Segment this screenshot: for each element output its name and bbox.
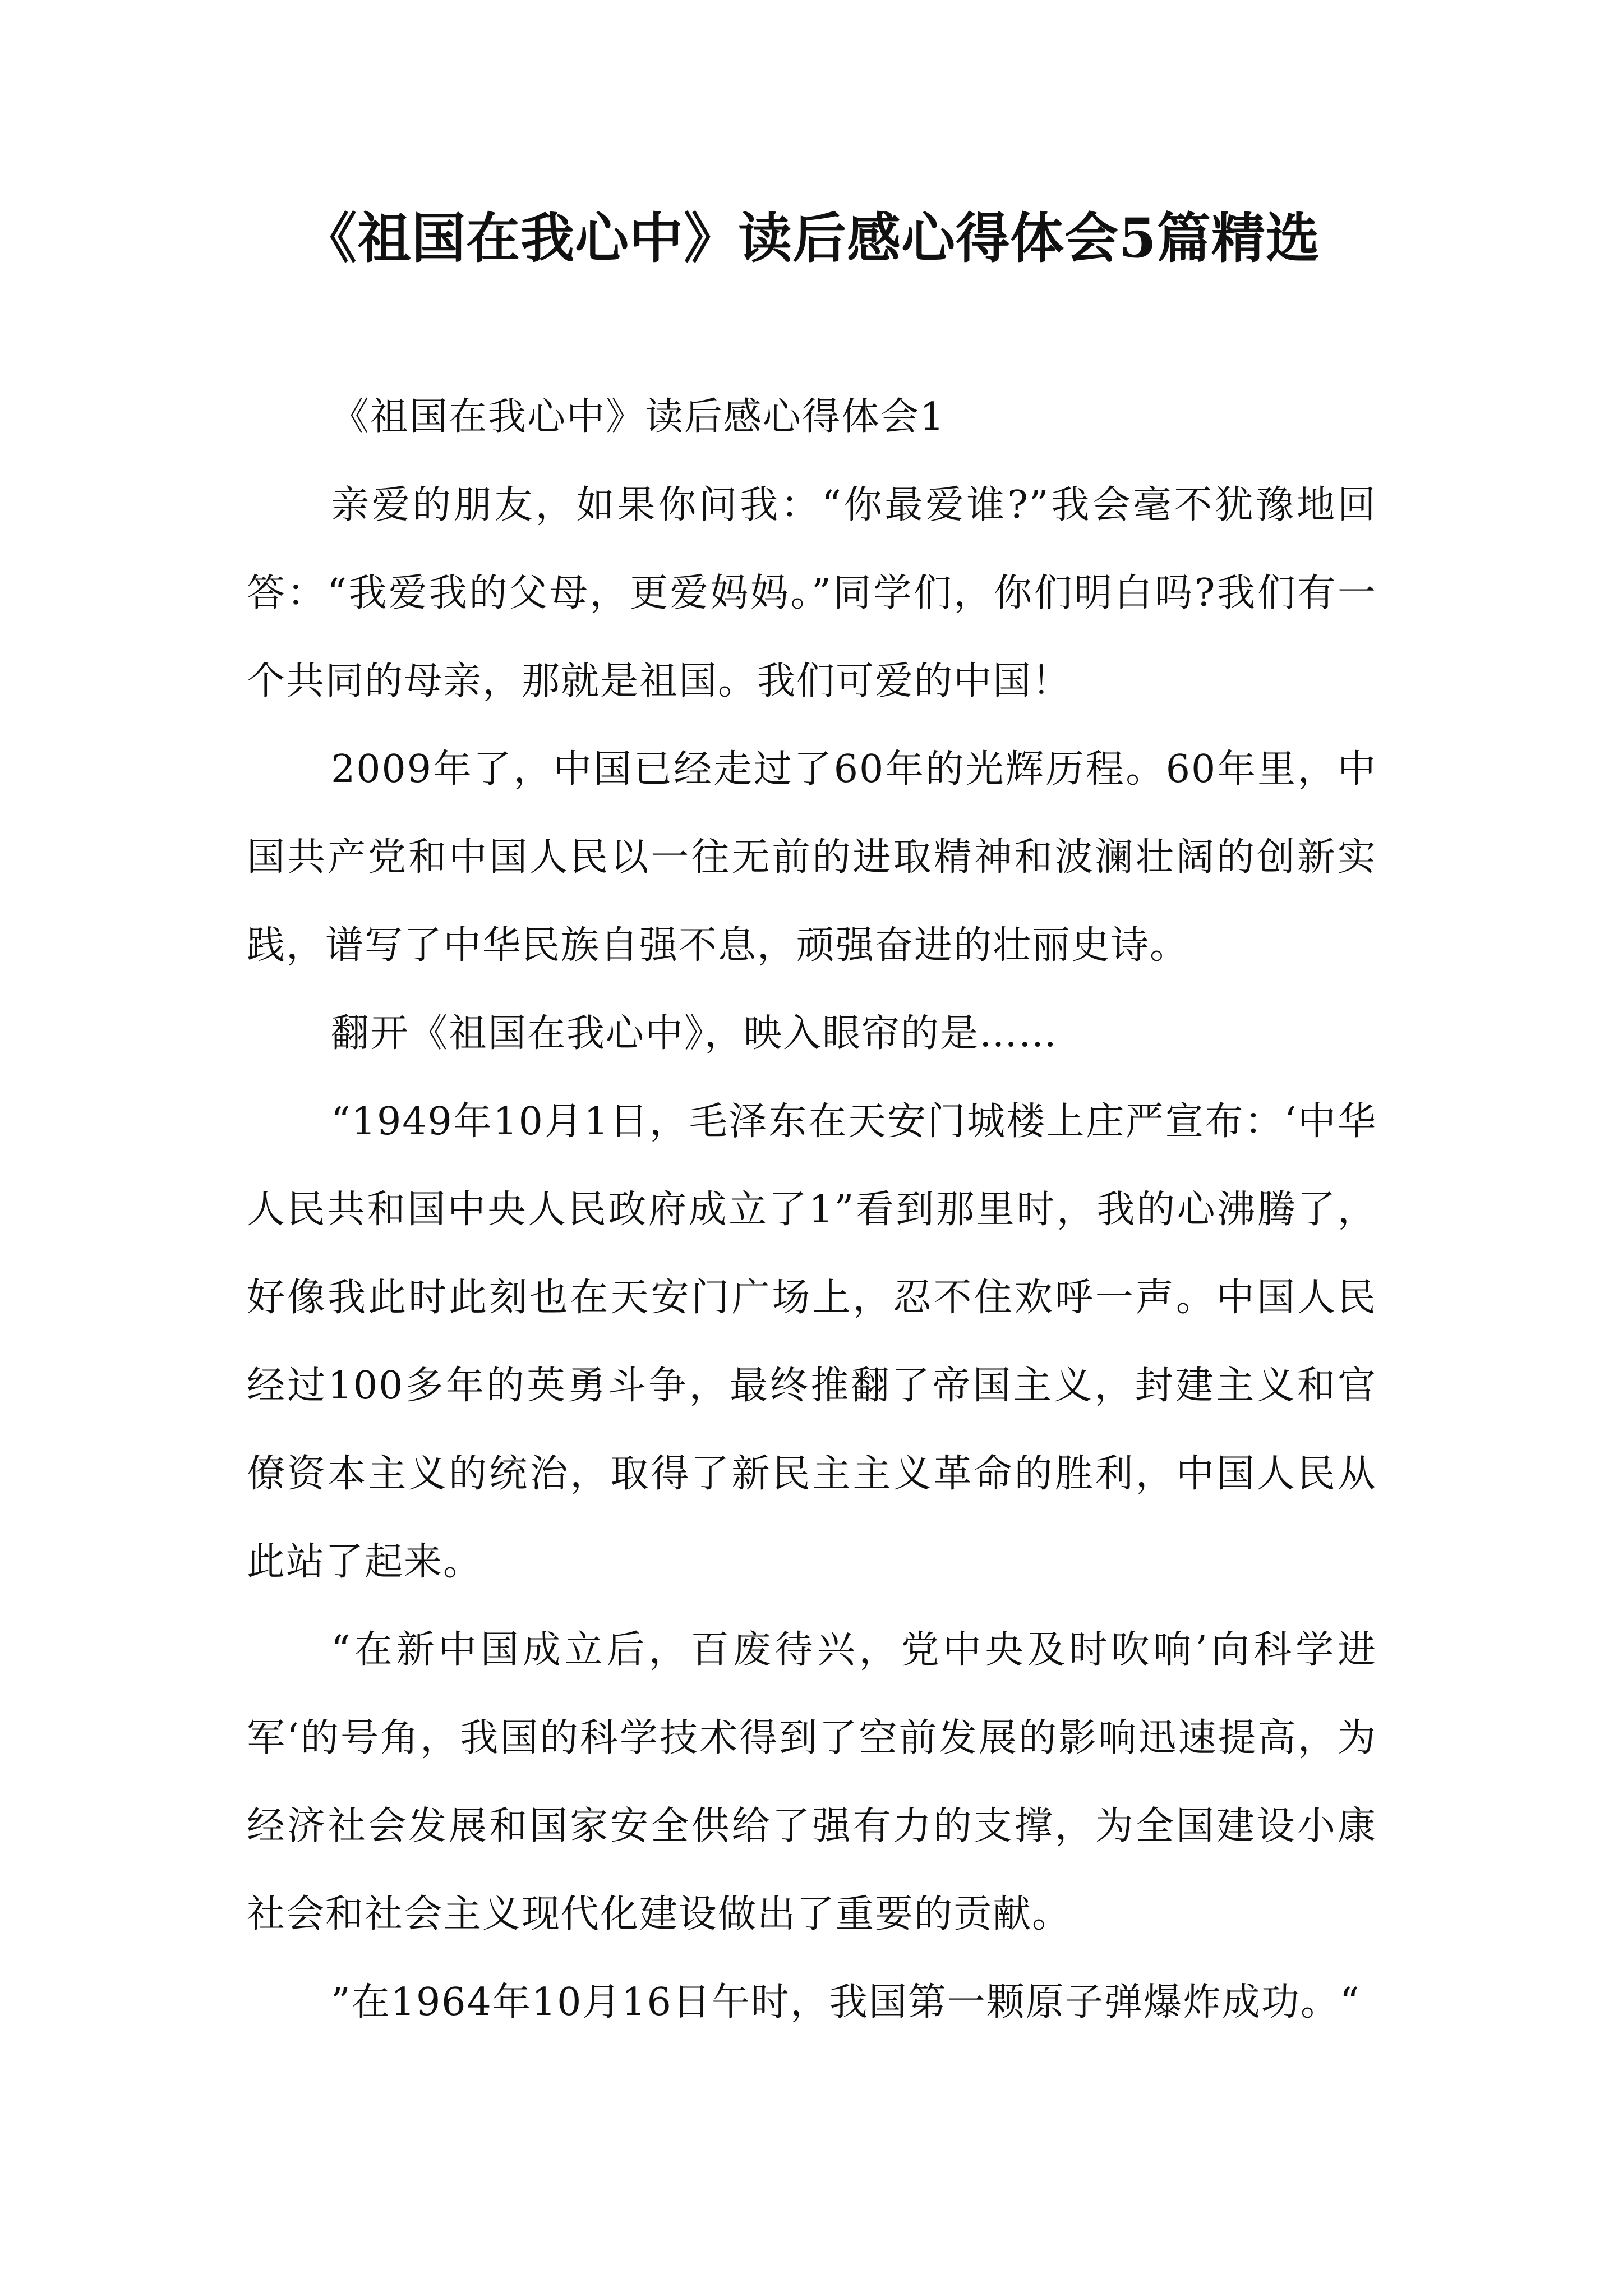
paragraph: 亲爱的朋友，如果你问我：“你最爱谁?”我会毫不犹豫地回答：“我爱我的父母，更爱妈妈。”同学们，你们明白吗?我们有一个共同的母亲，那就是祖国。我们可爱的中国！ xyxy=(247,483,1377,703)
document-body xyxy=(247,373,1377,2046)
paragraph: 翻开《祖国在我心中》，映入眼帘的是…… xyxy=(331,1011,1058,1056)
section-heading: 《祖国在我心中》读后感心得体会1 xyxy=(331,395,946,439)
paragraph: “在新中国成立后，百废待兴，党中央及时吹响’向科学进军‘的号角，我国的科学技术得到了空前发展的影响迅速提高，为经济社会发展和国家安全供给了强有力的支撑，为全国建设小康社会和社会主义现代化建设做出了重要的贡献。 xyxy=(247,1628,1377,1936)
paragraph: “1949年10月1日，毛泽东在天安门城楼上庄严宣布：‘中华人民共和国中央人民政府成立了1”看到那里时，我的心沸腾了，好像我此时此刻也在天安门广场上，忍不住欢呼一声。中国人民经过100多年的英勇斗争，最终推翻了帝国主义，封建主义和官僚资本主义的统治，取得了新民主主义革命的胜利，中国人民从此站了起来。 xyxy=(247,1099,1377,1584)
document-title: 《祖国在我心中》读后感心得体会5篇精选 xyxy=(303,206,1320,270)
paragraph: 2009年了，中国已经走过了60年的光辉历程。60年里，中国共产党和中国人民以一往无前的进取精神和波澜壮阔的创新实践，谱写了中华民族自强不息，顽强奋进的壮丽史诗。 xyxy=(247,747,1377,968)
paragraph: ”在1964年10月16日午时，我国第一颗原子弹爆炸成功。“ xyxy=(331,1980,1361,2024)
